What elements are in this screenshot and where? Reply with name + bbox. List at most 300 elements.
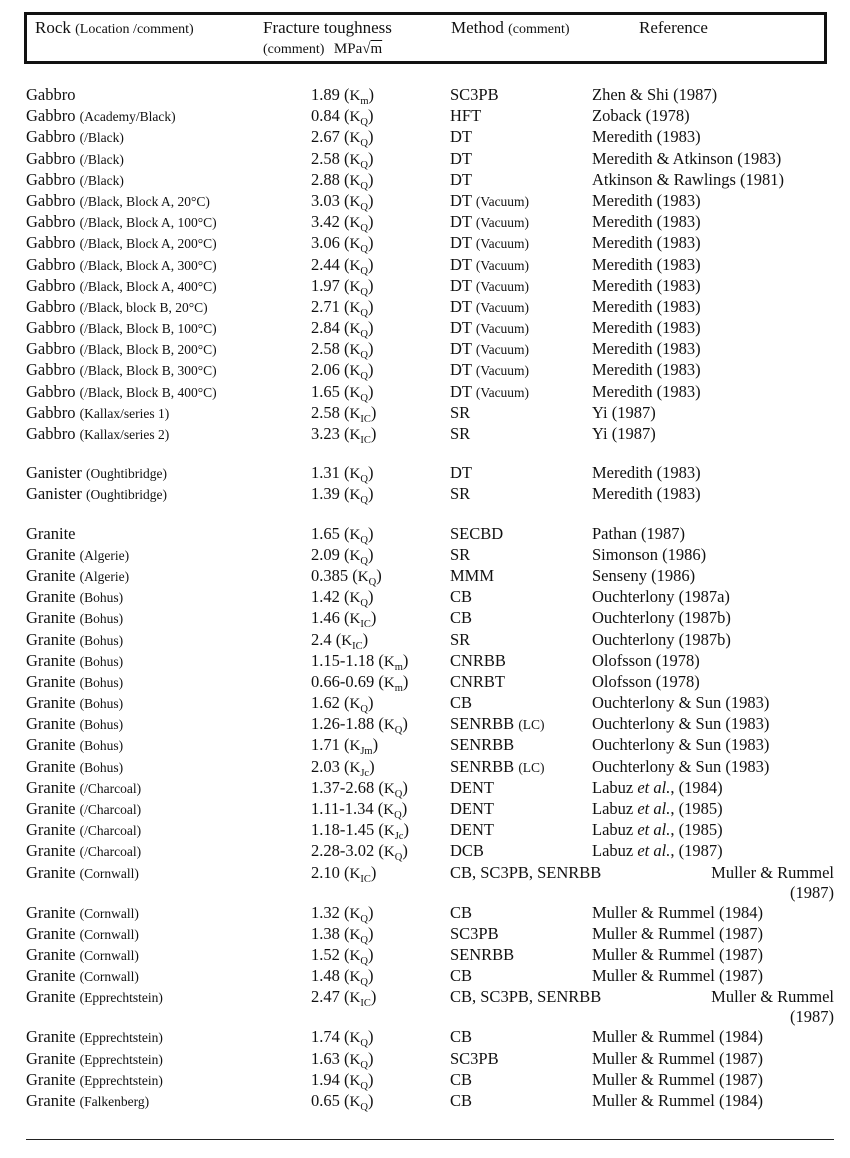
toughness-subscript: IC [360, 413, 371, 425]
rock-cell [26, 1027, 163, 1047]
method-cell [450, 945, 514, 965]
table-row [26, 903, 836, 924]
rock-name: Granite [26, 756, 76, 776]
method-cell [450, 966, 472, 986]
rock-name: Granite [26, 735, 76, 755]
toughness-subscript: Jc [394, 831, 404, 843]
rock-name: Gabbro [26, 275, 76, 295]
method-name: SENRBB [450, 714, 515, 734]
toughness-value: 3.23 [311, 424, 340, 443]
toughness-cell: 1.48 $(K_Q)$ [311, 966, 374, 989]
rock-note: (Algerie) [79, 547, 130, 563]
toughness-subscript: Q [360, 265, 368, 277]
toughness-cell: 1.97 $(K_Q)$ [311, 275, 374, 298]
method-cell [450, 339, 529, 359]
toughness-symbol: $K_Q$ [349, 342, 368, 362]
toughness-value: 1.38 [311, 923, 340, 943]
reference-cell [592, 903, 763, 923]
header-rock-label: Rock [35, 18, 71, 37]
table-row [26, 841, 836, 862]
method-cell [450, 297, 529, 317]
rock-cell [26, 170, 124, 190]
toughness-value: 1.39 [311, 484, 340, 504]
method-note: (Vacuum) [475, 384, 530, 400]
table-row [26, 403, 836, 424]
method-cell [450, 170, 472, 190]
rock-name: Granite [26, 944, 76, 964]
toughness-cell: 2.4 $(K_{IC})$ [311, 629, 369, 652]
toughness-symbol: $K_Q$ [357, 568, 377, 588]
bottom-rule [26, 1139, 834, 1140]
reference-cell [592, 276, 701, 296]
reference-text: Meredith (1983) [592, 296, 701, 316]
toughness-subscript: IC [360, 998, 371, 1010]
method-cell [450, 820, 494, 840]
method-cell [450, 403, 470, 423]
method-name: DT [450, 212, 472, 232]
method-name: CB [450, 1090, 473, 1110]
rock-cell [26, 463, 167, 483]
toughness-subscript: Q [360, 307, 368, 319]
toughness-subscript: Q [360, 371, 368, 383]
method-note: (Vacuum) [475, 257, 530, 273]
table-row [26, 714, 836, 735]
rock-note: (/Black, Block A, 20°C) [79, 193, 210, 209]
reference-text: Olofsson (1978) [592, 671, 700, 691]
method-cell [450, 1027, 472, 1047]
reference-et-al: et al. [637, 841, 671, 861]
reference-cell [592, 170, 784, 190]
rock-cell [26, 987, 163, 1007]
table-row [26, 693, 836, 714]
rock-note: (Cornwall) [79, 865, 139, 881]
reference-text: Yi (1987) [592, 402, 656, 422]
toughness-cell: 2.03 $(K_{Jc})$ [311, 756, 375, 779]
method-name: CB, SC3PB, SENRBB [450, 862, 602, 882]
rock-name: Granite [26, 1048, 76, 1068]
toughness-value: 2.58 [311, 148, 340, 168]
rock-name: Gabbro [26, 402, 76, 422]
reference-cell [592, 799, 723, 819]
table-row [26, 735, 836, 756]
table-row [26, 484, 836, 505]
toughness-subscript: Q [360, 1059, 368, 1071]
method-cell [450, 608, 472, 628]
reference-text: Ouchterlony (1987b) [592, 608, 731, 628]
rock-cell [26, 799, 141, 819]
reference-cell [592, 424, 656, 444]
method-cell [450, 714, 545, 734]
rock-name: Gabbro [26, 296, 76, 316]
toughness-value: 2.44 [311, 254, 340, 274]
rock-note: (Epprechtstein) [79, 1072, 163, 1088]
reference-text: Zhen & Shi (1987) [592, 85, 718, 104]
method-name: CB [450, 587, 473, 607]
method-name: SENRBB [450, 944, 515, 964]
toughness-subscript: Q [360, 392, 368, 404]
table-row [26, 863, 836, 903]
toughness-value: 1.62 [311, 693, 340, 713]
rock-note: (Bohus) [79, 590, 124, 606]
toughness-subscript: Q [360, 244, 368, 256]
table-row [26, 651, 836, 672]
toughness-symbol: $K_Q$ [349, 193, 368, 213]
rock-note: (Kallax/series 1) [79, 405, 170, 421]
reference-text: Meredith (1983) [592, 360, 701, 380]
reference-text: Simonson (1986) [592, 544, 707, 564]
toughness-symbol: $K_Q$ [349, 466, 368, 486]
toughness-subscript: Q [394, 788, 403, 800]
method-cell [450, 463, 472, 483]
table-row [26, 276, 836, 297]
reference-text: Muller & Rummel (1987) [711, 862, 834, 902]
toughness-cell: 1.52 $(K_Q)$ [311, 944, 374, 967]
method-note: (Vacuum) [475, 278, 530, 294]
rock-note: (/Black, Block A, 200°C) [79, 236, 217, 252]
toughness-cell: 1.38 $(K_Q)$ [311, 923, 374, 946]
toughness-symbol: $K_{IC}$ [349, 611, 371, 631]
table-row [26, 212, 836, 233]
rock-cell [26, 966, 139, 986]
rock-note: (/Black, Block B, 300°C) [79, 363, 217, 379]
table-row [26, 820, 836, 841]
toughness-subscript: Q [360, 598, 368, 610]
rock-cell [26, 1091, 149, 1111]
table-row [26, 339, 836, 360]
table-row [26, 463, 836, 484]
toughness-symbol: $K_Q$ [383, 844, 403, 864]
reference-year: , (1985) [670, 820, 723, 840]
rock-name: Granite [26, 693, 76, 713]
rock-name: Granite [26, 629, 76, 649]
toughness-subscript: Q [360, 117, 368, 129]
table-row [26, 1091, 836, 1112]
reference-cell [592, 382, 701, 402]
toughness-symbol: $K_Q$ [383, 717, 403, 737]
method-name: CB [450, 608, 473, 628]
toughness-symbol: $K_Q$ [349, 384, 368, 404]
toughness-cell: 1.65 $(K_Q)$ [311, 381, 374, 404]
toughness-cell: 0.65 $(K_Q)$ [311, 1090, 374, 1113]
toughness-value: 2.28-3.02 [311, 841, 375, 861]
toughness-symbol: $K_{IC}$ [349, 427, 371, 446]
reference-cell [592, 735, 769, 755]
table-row [26, 630, 836, 651]
toughness-value: 1.26-1.88 [311, 714, 375, 734]
rock-cell [26, 841, 141, 861]
rock-cell [26, 360, 217, 380]
rock-name: Granite [26, 799, 76, 818]
reference-cell [592, 255, 701, 275]
toughness-value: 1.18-1.45 [311, 820, 375, 840]
toughness-subscript: Q [360, 955, 368, 967]
toughness-symbol: $K_{Jm}$ [349, 738, 373, 758]
rock-name: Granite [26, 544, 76, 564]
rock-note: (Cornwall) [79, 969, 139, 985]
rock-cell [26, 276, 217, 296]
method-name: DCB [450, 841, 484, 861]
method-cell [450, 276, 529, 296]
rock-cell [26, 382, 217, 402]
reference-cell [592, 297, 701, 317]
rock-note: (Falkenberg) [79, 1093, 150, 1109]
method-cell [450, 484, 470, 504]
toughness-cell: 3.23 $(K_{IC})$ [311, 424, 377, 446]
table-row [26, 297, 836, 318]
table-row [26, 987, 836, 1027]
rock-name: Granite [26, 587, 76, 607]
method-name: DENT [450, 820, 494, 840]
method-name: SR [450, 484, 471, 504]
reference-year: , (1984) [670, 777, 723, 797]
toughness-value: 2.84 [311, 318, 340, 338]
method-cell [450, 693, 472, 713]
reference-text: Muller & Rummel (1987) [592, 944, 763, 964]
reference-text: Meredith (1983) [592, 212, 701, 232]
table-row [26, 255, 836, 276]
toughness-symbol: $K_{IC}$ [349, 990, 371, 1010]
toughness-symbol: $K_Q$ [349, 1093, 368, 1113]
rock-cell [26, 255, 217, 275]
toughness-value: 0.66-0.69 [311, 671, 375, 691]
reference-text: Muller & Rummel (1987) [592, 923, 763, 943]
reference-cell [592, 339, 701, 359]
reference-cell [592, 651, 700, 671]
rock-note: (/Black, Block B, 400°C) [79, 384, 217, 400]
toughness-cell: 1.15-1.18 $(K_m)$ [311, 650, 409, 673]
rock-name: Gabbro [26, 169, 76, 189]
method-cell [450, 587, 472, 607]
header-toughness-sub [263, 41, 382, 58]
rock-cell [26, 1070, 163, 1090]
toughness-subscript: Q [360, 329, 368, 341]
method-cell [450, 778, 494, 798]
table-row [26, 127, 836, 148]
rock-cell [26, 566, 129, 586]
method-note: (Vacuum) [475, 363, 530, 379]
reference-text: Meredith (1983) [592, 484, 701, 504]
toughness-subscript: Q [360, 159, 368, 171]
toughness-subscript: Q [394, 725, 403, 737]
method-name: CB [450, 966, 473, 986]
toughness-subscript: Q [360, 1080, 368, 1092]
table-row [26, 382, 836, 403]
reference-cell [592, 463, 701, 483]
toughness-value: 1.32 [311, 902, 340, 922]
rock-name: Granite [26, 923, 76, 943]
method-name: DT [450, 254, 472, 274]
rock-note: (/Black, block B, 20°C) [79, 299, 208, 315]
rock-note: (/Black) [79, 151, 124, 167]
method-cell [450, 757, 545, 777]
method-cell [450, 1049, 499, 1069]
rock-name: Granite [26, 1069, 76, 1089]
method-name: SR [450, 402, 471, 422]
reference-cell [592, 587, 730, 607]
toughness-value: 2.4 [311, 629, 332, 649]
toughness-value: 1.71 [311, 735, 340, 755]
rock-cell [26, 903, 139, 923]
rock-cell [26, 424, 169, 444]
reference-text: Meredith (1983) [592, 463, 701, 483]
reference-author: Labuz [592, 777, 638, 797]
reference-cell [592, 820, 723, 840]
toughness-value: 2.03 [311, 756, 340, 776]
toughness-subscript: IC [352, 640, 363, 652]
toughness-cell: 1.46 $(K_{IC})$ [311, 608, 377, 631]
reference-text: Meredith (1983) [592, 339, 701, 359]
reference-cell [688, 863, 834, 903]
reference-cell [688, 987, 834, 1027]
reference-cell [592, 630, 731, 650]
rock-name: Gabbro [26, 254, 76, 274]
method-name: DT [450, 127, 472, 147]
rock-cell [26, 212, 217, 232]
reference-cell [592, 778, 723, 798]
rock-name: Ganister [26, 484, 82, 504]
toughness-value: 2.06 [311, 360, 340, 380]
reference-year: , (1985) [670, 799, 723, 818]
rock-note: (Academy/Black) [79, 109, 176, 125]
toughness-symbol: $K_Q$ [349, 487, 368, 507]
rock-cell [26, 545, 129, 565]
reference-cell [592, 360, 701, 380]
reference-cell [592, 106, 690, 126]
rock-cell [26, 149, 124, 169]
rock-name: Granite [26, 1090, 76, 1110]
reference-author: Labuz [592, 799, 638, 818]
toughness-value: 2.58 [311, 339, 340, 359]
toughness-symbol: $K_m$ [349, 88, 369, 107]
table-row [26, 360, 836, 381]
toughness-cell: 2.28-3.02 $(K_Q)$ [311, 841, 408, 864]
toughness-subscript: m [394, 661, 403, 673]
table-row [26, 966, 836, 987]
header-toughness: Fracture toughness [263, 18, 392, 37]
table-row [26, 799, 836, 820]
table-row [26, 1027, 836, 1048]
rock-name: Gabbro [26, 233, 76, 253]
method-name: SECBD [450, 523, 504, 543]
method-name: CB [450, 902, 473, 922]
toughness-symbol: $K_Q$ [349, 172, 368, 192]
method-name: DENT [450, 799, 494, 818]
toughness-cell: 1.71 $(K_{Jm})$ [311, 735, 379, 758]
reference-cell [592, 924, 763, 944]
toughness-cell: 1.31 $(K_Q)$ [311, 463, 374, 486]
method-cell [450, 233, 529, 253]
rock-note: (/Black, Block B, 200°C) [79, 342, 217, 358]
reference-cell [592, 714, 769, 734]
reference-year: , (1987) [670, 841, 723, 861]
reference-cell [592, 524, 685, 544]
toughness-cell: 2.10 $(K_{IC})$ [311, 862, 377, 885]
rock-cell [26, 1049, 163, 1069]
toughness-value: 1.65 [311, 523, 340, 543]
rock-cell [26, 630, 123, 650]
rock-name: Granite [26, 987, 76, 1007]
rock-note: (/Black) [79, 172, 124, 188]
reference-et-al: et al. [637, 777, 671, 797]
rock-cell [26, 106, 176, 126]
toughness-value: 1.15-1.18 [311, 650, 375, 670]
method-cell [450, 149, 472, 169]
rock-cell [26, 484, 167, 504]
toughness-subscript: Q [360, 180, 368, 192]
reference-text: Ouchterlony & Sun (1983) [592, 693, 770, 713]
reference-text: Meredith (1983) [592, 318, 701, 338]
toughness-symbol: $K_Q$ [349, 590, 368, 610]
table-body [26, 85, 836, 1112]
reference-cell [592, 566, 695, 586]
table-row [26, 608, 836, 629]
toughness-subscript: Q [360, 474, 368, 486]
toughness-cell: 1.62 $(K_Q)$ [311, 693, 374, 716]
toughness-symbol: $K_Q$ [349, 1051, 368, 1071]
toughness-cell: 1.11-1.34 $(K_Q)$ [311, 799, 408, 821]
toughness-subscript: m [360, 96, 369, 107]
method-name: DT [450, 169, 472, 189]
toughness-value: 1.11-1.34 [311, 799, 374, 818]
method-name: CNRBB [450, 650, 506, 670]
rock-cell [26, 403, 169, 423]
rock-cell [26, 608, 123, 628]
method-cell [450, 106, 481, 126]
method-cell [450, 987, 601, 1007]
toughness-symbol: $K_m$ [383, 674, 403, 694]
table-row [26, 545, 836, 566]
rock-name: Gabbro [26, 339, 76, 359]
toughness-cell: 1.94 $(K_Q)$ [311, 1069, 374, 1092]
method-cell [450, 191, 529, 211]
reference-text: Meredith & Atkinson (1983) [592, 148, 782, 168]
reference-author: Labuz [592, 841, 638, 861]
toughness-symbol: $K_Q$ [349, 696, 368, 716]
toughness-subscript: Q [360, 534, 368, 546]
reference-text: Muller & Rummel (1984) [592, 902, 763, 922]
toughness-cell: 0.84 $(K_Q)$ [311, 106, 374, 129]
method-cell [450, 318, 529, 338]
rock-name: Ganister [26, 463, 82, 483]
rock-name: Gabbro [26, 381, 76, 401]
rock-cell [26, 735, 123, 755]
toughness-symbol: $K_Q$ [349, 215, 368, 235]
toughness-cell: 1.39 $(K_Q)$ [311, 484, 374, 507]
rock-name: Gabbro [26, 127, 76, 147]
method-name: SC3PB [450, 923, 499, 943]
rock-note: (/Black, Block A, 400°C) [79, 278, 217, 294]
reference-text: Ouchterlony & Sun (1983) [592, 756, 770, 776]
reference-text: Meredith (1983) [592, 275, 701, 295]
reference-cell [592, 672, 700, 692]
toughness-subscript: IC [360, 619, 371, 631]
sqrt-symbol: √m [362, 41, 383, 57]
method-cell [450, 1070, 472, 1090]
rock-cell [26, 191, 210, 211]
method-name: DT [450, 318, 472, 338]
table-row [26, 424, 836, 445]
method-note: (Vacuum) [475, 215, 530, 231]
reference-text: Muller & Rummel (1984) [592, 1090, 763, 1110]
header-method [451, 18, 570, 38]
method-name: DT [450, 463, 472, 483]
toughness-cell: 0.66-0.69 $(K_m)$ [311, 671, 409, 694]
toughness-subscript: Jm [360, 746, 373, 758]
header-toughness-note: (comment) [263, 42, 325, 57]
toughness-cell: 2.58 $(K_Q)$ [311, 148, 374, 171]
reference-et-al: et al. [637, 820, 671, 840]
rock-cell [26, 757, 123, 777]
